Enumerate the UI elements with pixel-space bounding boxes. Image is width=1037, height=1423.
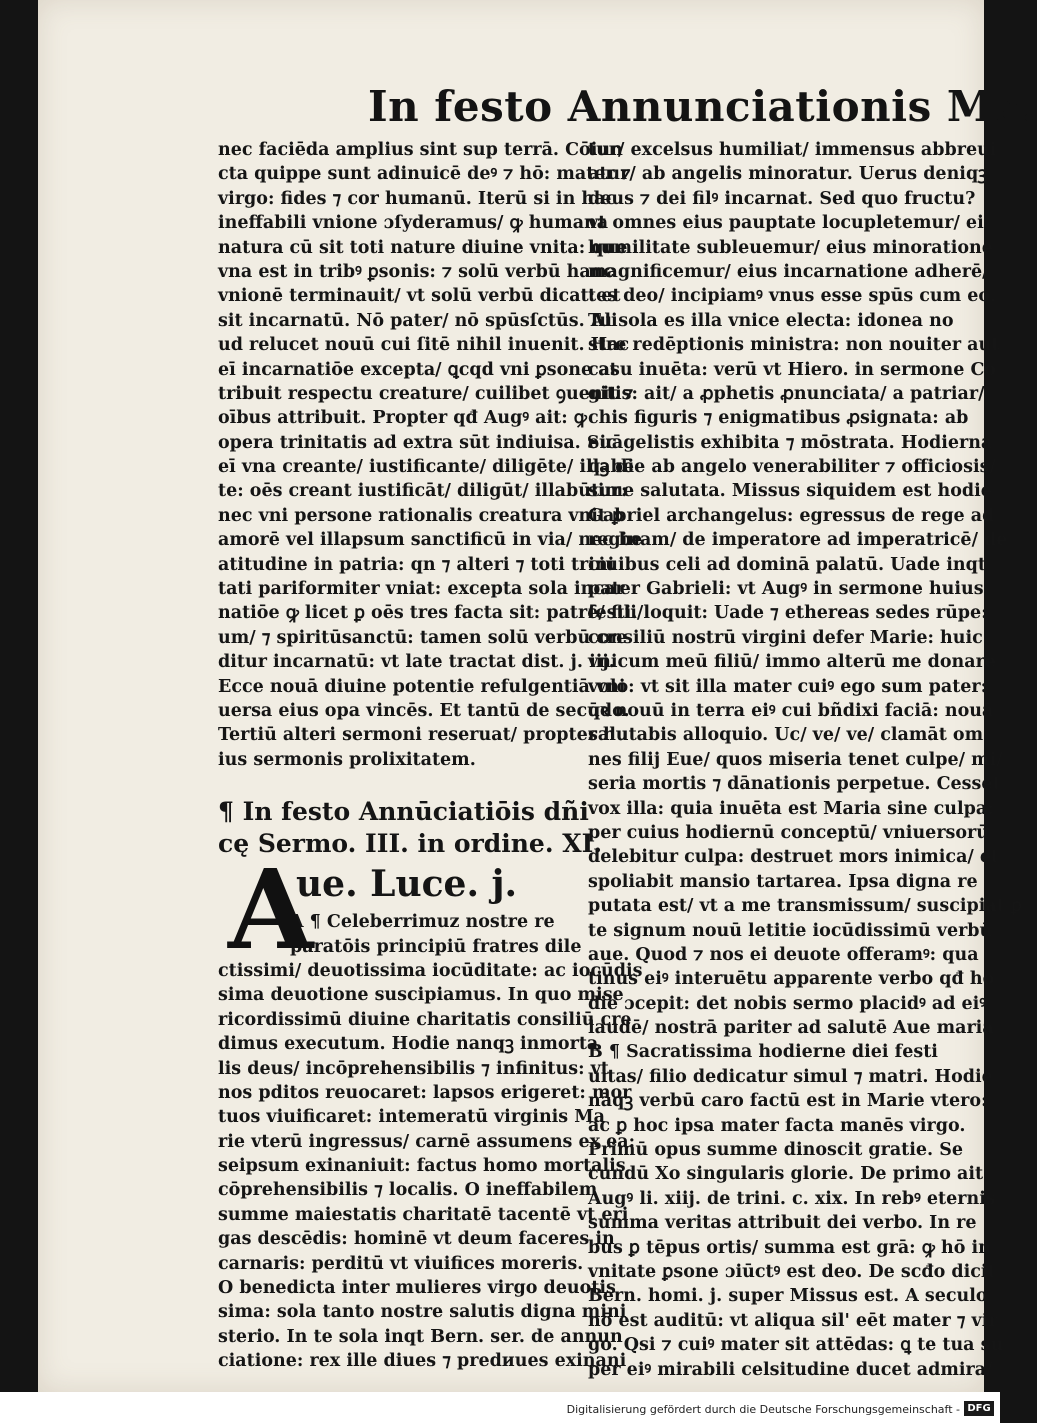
text-line: uitas/ filio dedicatur simul ⁊ matri. Hodie (588, 1066, 993, 1087)
text-line: reginam/ de imperatore ad imperatricē/ de (588, 530, 1008, 551)
text-line: humilitate subleuemur/ eius minoratione (588, 237, 993, 258)
text-line: dimus executum. Hodie nanqꝫ inmorta (218, 1034, 599, 1055)
text-line: cta quippe sunt adinuicē deꝰ ⁊ hō: mater ⁊ (218, 164, 631, 185)
text-line: Bern. homi. j. super Missus est. A seculo (588, 1286, 988, 1307)
text-line: sime salutata. Missus siquidem est hodie (588, 481, 992, 502)
text-line: vna est in tribꝰ ꝑsonis: ⁊ solū verbū hanc (218, 261, 615, 282)
text-line: Primū opus summe dinoscit gratie. Se (588, 1140, 964, 1161)
text-line: nec faciēda amplius sint sup terrā. Cōiun (218, 140, 623, 160)
text-line: tur/ excelsus humiliat/ immensus abbreui (588, 140, 997, 160)
text-line: ud relucet nouū cui ſitē nihil inuenit. Hac (218, 335, 630, 356)
text-line: A ¶ Celeberrimuz nostre re (290, 912, 555, 933)
text-line: ¶ In festo Annūciatiōis dñi (218, 797, 589, 827)
text-line: uersa eius opa vincēs. Et tantū de secūdo. (218, 700, 630, 721)
text-line: Tertiū alteri sermoni reseruat/ propter hu (218, 725, 629, 746)
text-line: te signum nouū letitie iocūdissimū verbū (588, 920, 993, 941)
text-line: go. Qsi ⁊ cuiꝰ mater sit attēdas: ꝗ te tua su (588, 1335, 1004, 1356)
text-line: rie vterū ingressus/ carnē assumens ex ea: (218, 1131, 636, 1152)
text-line: vnicum meū filiū/ immo alterū me donare (588, 652, 996, 673)
text-line: vt omnes eius pauptate locupletemur/ eiꝰ (588, 213, 991, 234)
text-line: salutabis alloquio. Uc/ ve/ ve/ clamāt om (588, 725, 984, 746)
text-line: Tu sola es illa vnice electa: idonea no (588, 310, 954, 331)
text-line: nos pditos reuocaret: lapsos erigeret: mor (218, 1082, 632, 1103)
text-line: B ¶ Sacratissima hodierne diei festi (588, 1042, 938, 1063)
text-line: spoliabit mansio tartarea. Ipsa digna re (588, 871, 978, 892)
text-line: laudē/ nostrā pariter ad salutē Aue maria (588, 1018, 994, 1039)
text-line: virgo: fides ⁊ cor humanū. Iterū si in hac (218, 188, 617, 209)
text-line: vnitate ꝑsone ɔiūctꝰ est deo. De scđo dicit (588, 1261, 996, 1282)
text-line: bus ꝑ tēpus ortis/ summa est grā: ꝙ hō in (588, 1237, 991, 1258)
text-line: cundū Xo singularis glorie. De primo ait (588, 1164, 984, 1185)
text-line: ctissimi/ deuotissima iocūditate: ac iocūdis (218, 960, 643, 981)
text-line: atitudine in patria: qn ⁊ alteri ⁊ toti trini (218, 554, 615, 575)
right-column-text (588, 138, 1023, 1382)
incipit-title: ue. Luce. j. (296, 863, 518, 906)
text-line: natiōe ꝙ licet ꝑ oēs tres facta sit: patrē/ fili/ (218, 603, 644, 624)
text-line: tuos viuificaret: intemeratū virginis Ma (218, 1107, 605, 1128)
decorated-initial: A (228, 845, 314, 975)
dfg-logo: DFG (964, 1401, 994, 1416)
text-line: sima deuotione suscipiamus. In quo mise (218, 985, 624, 1006)
text-line: summa veritas attribuit dei verbo. In re (588, 1213, 977, 1234)
text-line: gitis: ait/ a ꝓphetis ꝓnunciata/ a patriar/ (588, 383, 985, 404)
text-line: pater Gabrieli: vt Augꝰ in sermone huius (588, 579, 984, 600)
text-line: euāgelistis exhibita ⁊ mōstrata. Hodierna (588, 432, 993, 453)
sermon-text (218, 959, 643, 1374)
text-line: consiliū nostrū virgini defer Marie: huic (588, 627, 983, 648)
text-line: cę Sermo. III. in ordine. XI. (218, 829, 603, 859)
text-line: nes filij Eue/ quos miseria tenet culpe/ mi/ (588, 749, 1003, 770)
text-line: sterio. In te sola inqt Bern. ser. de annun (218, 1326, 623, 1347)
left-column (218, 138, 644, 1374)
text-line: te: oēs creant iustificāt/ diligūt/ illabūtur: (218, 481, 628, 502)
text-line: ditur incarnatū: vt late tractat dist. j. iij. (218, 652, 615, 673)
text-line: tinus eiꝰ interuētu apparente verbo qđ ho (588, 969, 995, 990)
right-column (588, 138, 1023, 1382)
text-line: Gabriel archangelus: egressus de rege ad (588, 505, 995, 526)
text-line: tati pariformiter vniat: excepta sola incar (218, 579, 625, 600)
text-line: tribuit respectu creature/ cuilibet ꝯuenit ⁊ (218, 383, 634, 404)
text-line: oībus attribuit. Propter qđ Augꝰ ait: ꝙ (218, 408, 587, 429)
text-line: casu inuēta: verū vt Hiero. in sermone Co (588, 359, 997, 380)
text-line: delebitur culpa: destruet mors inimica/ et (588, 847, 1000, 868)
text-line: ricordissimū diuine charitatis consiliū cre (218, 1009, 632, 1030)
text-line: die ɔcepit: det nobis sermo placidꝰ ad eiꝰ (588, 993, 987, 1014)
text-line: per cuius hodiernū conceptū/ vniuersorū (588, 822, 990, 843)
text-line: gas descēdis: hominē vt deum faceres in (218, 1229, 615, 1250)
text-line: seipsum exinaniuit: factus homo mortalis (218, 1156, 626, 1177)
text-line: ciuibus celi ad dominā palatū. Uade inqt (588, 554, 986, 575)
text-line: Ecce nouā diuine potentie refulgentiā vni (218, 676, 626, 697)
funding-note: Digitalisierung gefördert durch die Deutsche Forschungsgemeinschaft - (566, 1403, 960, 1416)
text-line: eī incarnatiōe excepta/ ꝗcqd vni ꝑsone at (218, 359, 618, 380)
text-line: qꝛ nouū in terra eiꝰ cui bñdixi faciā: nouā (588, 700, 994, 721)
text-line: volo: vt sit illa mater cuiꝰ ego sum pater: (588, 676, 988, 697)
text-line: sit incarnatū. Nō pater/ nō spūsſctūs. Ali (218, 310, 618, 331)
text-line: deus ⁊ dei filꝰ incarnat. Sed quo fructu? (588, 188, 976, 209)
text-line: vox illa: quia inuēta est Maria sine culpa: (588, 798, 994, 819)
text-line: summe maiestatis charitatē tacentē vt eri (218, 1204, 629, 1225)
text-line: sima: sola tanto nostre salutis digna mini (218, 1302, 627, 1323)
text-line: nō est auditū: vt aliqua sil' eēt mater ⁊ vir (588, 1310, 998, 1331)
text-line: O benedicta inter mulieres virgo deuotis (218, 1278, 616, 1299)
text-line: paratōis principiū fratres dile (290, 936, 582, 957)
running-head: In festo Annunciationis Ma. (368, 82, 1037, 131)
text-line: chis figuris ⁊ enigmatibus ꝓsignata: ab (588, 408, 969, 429)
section-gap (218, 772, 576, 796)
text-line: amorē vel illapsum sanctificū in via/ nec be (218, 530, 643, 551)
text-line: per eiꝰ mirabili celsitudine ducet admira/ (588, 1359, 993, 1380)
text-line: ac ꝑ hoc ipsa mater facta manēs virgo. (588, 1115, 966, 1136)
text-line: ciatione: rex ille diues ⁊ predиues exinani (218, 1351, 627, 1372)
text-line: nāqꝫ verbū caro factū est in Marie vtero: (588, 1091, 988, 1112)
text-line: carnaris: perditū vt viuifices moreris. (218, 1253, 584, 1274)
text-line: cōprehensibilis ⁊ localis. O ineffabilem (218, 1180, 598, 1201)
text-line: lis deus/ incōprehensibilis ⁊ infinitus: vt (218, 1058, 609, 1079)
left-column-text (218, 138, 644, 772)
text-line: qꝫ die ab angelo venerabiliter ⁊ officiosis/ (588, 457, 996, 478)
text-line: ius sermonis prolixitatem. (218, 749, 476, 770)
text-line: magnificemur/ eius incarnatione adherē/ (588, 261, 989, 282)
text-line: um/ ⁊ spiritūsanctū: tamen solū verbū cre (218, 627, 628, 648)
text-line: atur/ ab angelis minoratur. Uerus deniqꝫ (588, 164, 988, 185)
text-line: Augꝰ li. xiij. de trini. c. xix. In rebꝰ eternis (588, 1188, 996, 1209)
text-line: tes deo/ incipiamꝰ vnus esse spūs cum eo. (588, 286, 996, 307)
text-line: stre redēptionis ministra: non nouiter aut (588, 335, 1000, 356)
text-line: nec vni persone rationalis creatura vnit ꝑ (218, 505, 624, 526)
text-line: festi. loquit: Uade ⁊ ethereas sedes rūpe: (588, 603, 988, 624)
text-line: putata est/ vt a me transmissum/ suscipiat ꝑ (588, 896, 1023, 917)
text-line: ineffabili vnione ɔſyderamus/ ꝙ humana (218, 213, 609, 234)
text-line: eī vna creante/ iustificante/ diligēte/ illabē (218, 457, 634, 478)
text-line: aue. Quod ⁊ nos ei deuote offeramꝰ: qua (588, 944, 979, 965)
text-line: natura cū sit toti nature diuine vnita: que (218, 237, 628, 258)
text-line: vnionē terminauit/ vt solū verbū dicat: et (218, 286, 621, 307)
text-line: seria mortis ⁊ dānationis perpetue. Cesset (588, 774, 1001, 795)
text-line: opera trinitatis ad extra sūt indiuisa. Sic (218, 432, 617, 453)
